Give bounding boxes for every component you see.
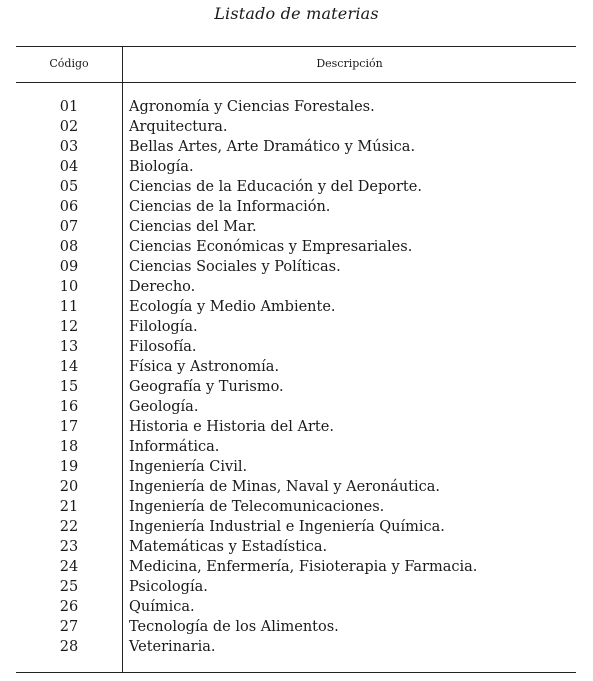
row-code: 20 [59, 479, 79, 495]
row-description: Ciencias de la Información. [129, 199, 331, 215]
row-description: Ecología y Medio Ambiente. [129, 299, 336, 315]
table-row [16, 137, 576, 157]
row-code: 07 [59, 219, 79, 235]
table-top-rule [16, 46, 576, 47]
row-description: Ingeniería Industrial e Ingeniería Química. [129, 519, 445, 535]
column-header-code: Código [49, 57, 89, 70]
row-code: 23 [59, 539, 79, 555]
table-row [16, 437, 576, 457]
table-row [16, 457, 576, 477]
table-row [16, 97, 576, 117]
table-row [16, 537, 576, 557]
row-code: 10 [59, 279, 79, 295]
row-description: Derecho. [129, 279, 196, 295]
table-row [16, 477, 576, 497]
row-description: Ingeniería Civil. [129, 459, 248, 475]
table-row [16, 237, 576, 257]
table-row [16, 577, 576, 597]
row-description: Biología. [129, 159, 194, 175]
row-code: 08 [59, 239, 79, 255]
table-row [16, 317, 576, 337]
row-code: 04 [59, 159, 79, 175]
table-row [16, 337, 576, 357]
row-code: 03 [59, 139, 79, 155]
row-description: Informática. [129, 439, 220, 455]
row-description: Física y Astronomía. [129, 359, 280, 375]
header-rule [16, 82, 576, 83]
row-description: Medicina, Enfermería, Fisioterapia y Farmacia. [129, 559, 478, 575]
row-description: Ciencias Económicas y Empresariales. [129, 239, 413, 255]
row-description: Matemáticas y Estadística. [129, 539, 328, 555]
table-row [16, 617, 576, 637]
row-code: 27 [59, 619, 79, 635]
table-row [16, 117, 576, 137]
row-code: 02 [59, 119, 79, 135]
row-code: 24 [59, 559, 79, 575]
row-code: 11 [59, 299, 79, 315]
table-body [16, 97, 576, 657]
table-row [16, 557, 576, 577]
table-row [16, 497, 576, 517]
row-code: 17 [59, 419, 79, 435]
row-code: 21 [59, 499, 79, 515]
table-row [16, 357, 576, 377]
row-description: Geografía y Turismo. [129, 379, 284, 395]
row-code: 09 [59, 259, 79, 275]
row-code: 15 [59, 379, 79, 395]
row-description: Veterinaria. [129, 639, 216, 655]
row-code: 16 [59, 399, 79, 415]
row-code: 05 [59, 179, 79, 195]
row-code: 12 [59, 319, 79, 335]
row-description: Geología. [129, 399, 199, 415]
row-code: 22 [59, 519, 79, 535]
table-title: Listado de materias [214, 4, 379, 23]
table-row [16, 157, 576, 177]
row-code: 26 [59, 599, 79, 615]
table-row [16, 277, 576, 297]
row-description: Bellas Artes, Arte Dramático y Música. [129, 139, 416, 155]
table-row [16, 257, 576, 277]
table-row [16, 297, 576, 317]
row-description: Agronomía y Ciencias Forestales. [129, 99, 375, 115]
row-description: Ciencias de la Educación y del Deporte. [129, 179, 422, 195]
row-description: Psicología. [129, 579, 208, 595]
table-bottom-rule [16, 672, 576, 673]
row-description: Historia e Historia del Arte. [129, 419, 334, 435]
row-code: 13 [59, 339, 79, 355]
row-description: Ciencias Sociales y Políticas. [129, 259, 341, 275]
row-code: 18 [59, 439, 79, 455]
table-row [16, 197, 576, 217]
row-code: 14 [59, 359, 79, 375]
table-row [16, 217, 576, 237]
table-row [16, 597, 576, 617]
row-code: 28 [59, 639, 79, 655]
row-description: Tecnología de los Alimentos. [129, 619, 339, 635]
row-description: Ingeniería de Minas, Naval y Aeronáutica. [129, 479, 440, 495]
row-description: Ingeniería de Telecomunicaciones. [129, 499, 385, 515]
row-description: Ciencias del Mar. [129, 219, 257, 235]
row-code: 19 [59, 459, 79, 475]
row-description: Filología. [129, 319, 198, 335]
row-code: 25 [59, 579, 79, 595]
row-code: 01 [59, 99, 79, 115]
table-row [16, 177, 576, 197]
row-description: Química. [129, 599, 195, 615]
table-row [16, 517, 576, 537]
row-code: 06 [59, 199, 79, 215]
table-row [16, 417, 576, 437]
column-header-description: Descripción [316, 57, 383, 70]
table-row [16, 397, 576, 417]
row-description: Arquitectura. [129, 119, 228, 135]
table-row [16, 637, 576, 657]
table-row [16, 377, 576, 397]
row-description: Filosofía. [129, 339, 197, 355]
